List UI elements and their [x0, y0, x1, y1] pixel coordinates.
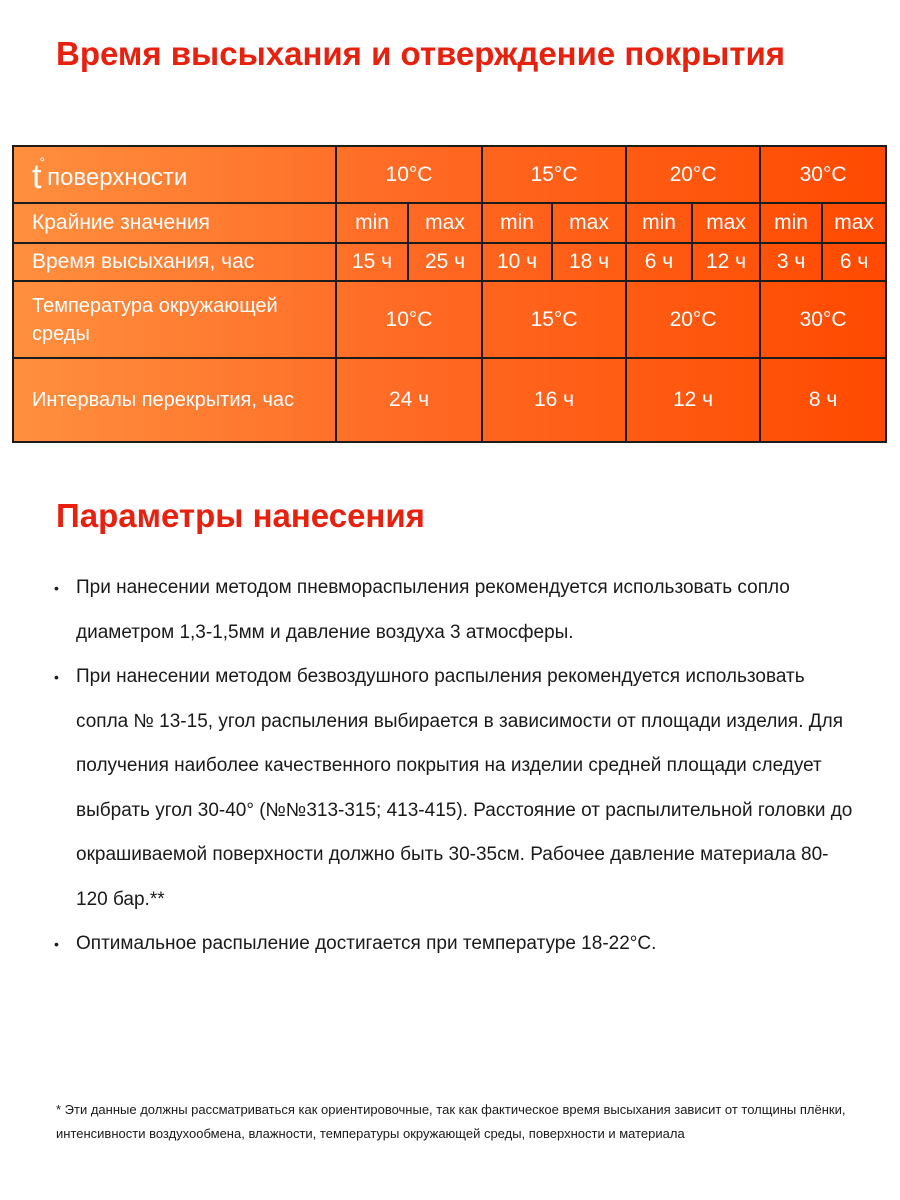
ambient-label: Температура окружающей среды: [13, 281, 336, 358]
extreme-cell: max: [408, 203, 482, 243]
intervals-label: Интервалы перекрытия, час: [13, 358, 336, 442]
extreme-cell: min: [760, 203, 822, 243]
temperature-symbol: t: [32, 158, 42, 196]
list-item-text: При нанесении методом безвоздушного распыления рекомендуется использовать сопла № 13-15, угол распыления выбирается в зависимости от площади изделия. Для получения наиболее качественного покрытия на изделии средней площади следует выбрать угол 30-40° (№№313-315; 413-415). Расстояние от распылительной головки до окрашиваемой поверхности должно быть 30-35см. Рабочее давление материала 80-120 бар.**: [76, 666, 853, 910]
drying-label: Время высыхания, час: [13, 243, 336, 281]
extreme-cell: min: [482, 203, 552, 243]
drying-cell: 18 ч: [552, 243, 626, 281]
footnote: * Эти данные должны рассматриваться как ориентировочные, так как фактическое время высыхания зависит от толщины плёнки, интенсивности воздухообмена, влажности, температуры окружающей среды, поверхности и материала: [56, 1102, 846, 1141]
interval-cell: 12 ч: [626, 358, 760, 442]
drying-cell: 6 ч: [822, 243, 886, 281]
interval-cell: 8 ч: [760, 358, 886, 442]
bullet-icon: •: [54, 936, 59, 952]
bullet-icon: •: [54, 669, 59, 685]
list-item-text: При нанесении методом пневмораспыления рекомендуется использовать сопло диаметром 1,3-1,5мм и давление воздуха 3 атмосферы.: [76, 577, 790, 643]
bullet-icon: •: [54, 580, 59, 596]
extreme-cell: max: [552, 203, 626, 243]
table-row-drying-time: [13, 243, 886, 281]
list-item: [54, 566, 854, 655]
table-row-extremes: [13, 203, 886, 243]
degree-symbol: °: [39, 154, 46, 170]
table-row-ambient-temp: [13, 281, 886, 358]
list-item: [54, 922, 854, 967]
extreme-cell: max: [692, 203, 760, 243]
drying-cell: 15 ч: [336, 243, 408, 281]
table-row-intervals: [13, 358, 886, 442]
ambient-cell: 20°C: [626, 281, 760, 358]
section-title-application: Параметры нанесения: [56, 497, 425, 534]
extremes-label: Крайние значения: [13, 203, 336, 243]
drying-cell: 12 ч: [692, 243, 760, 281]
section-title-drying: Время высыхания и отверждение покрытия: [56, 35, 786, 72]
drying-cell: 25 ч: [408, 243, 482, 281]
drying-cell: 3 ч: [760, 243, 822, 281]
surface-temp-cell: 15°C: [482, 146, 626, 203]
drying-cell: 6 ч: [626, 243, 692, 281]
ambient-cell: 30°C: [760, 281, 886, 358]
extreme-cell: min: [336, 203, 408, 243]
list-item-text: Оптимальное распыление достигается при температуре 18-22°С.: [76, 933, 657, 954]
extreme-cell: min: [626, 203, 692, 243]
surface-temp-cell: 30°C: [760, 146, 886, 203]
interval-cell: 24 ч: [336, 358, 482, 442]
list-item: [54, 655, 854, 922]
application-list: [54, 566, 854, 967]
surface-temp-cell: 20°C: [626, 146, 760, 203]
interval-cell: 16 ч: [482, 358, 626, 442]
drying-cell: 10 ч: [482, 243, 552, 281]
surface-temp-cell: 10°C: [336, 146, 482, 203]
surface-temp-label: [13, 146, 336, 203]
drying-table: [12, 145, 887, 443]
ambient-cell: 15°C: [482, 281, 626, 358]
extreme-cell: max: [822, 203, 886, 243]
surface-text: поверхности: [47, 164, 188, 191]
ambient-cell: 10°C: [336, 281, 482, 358]
table-row-surface-temp: [13, 146, 886, 203]
